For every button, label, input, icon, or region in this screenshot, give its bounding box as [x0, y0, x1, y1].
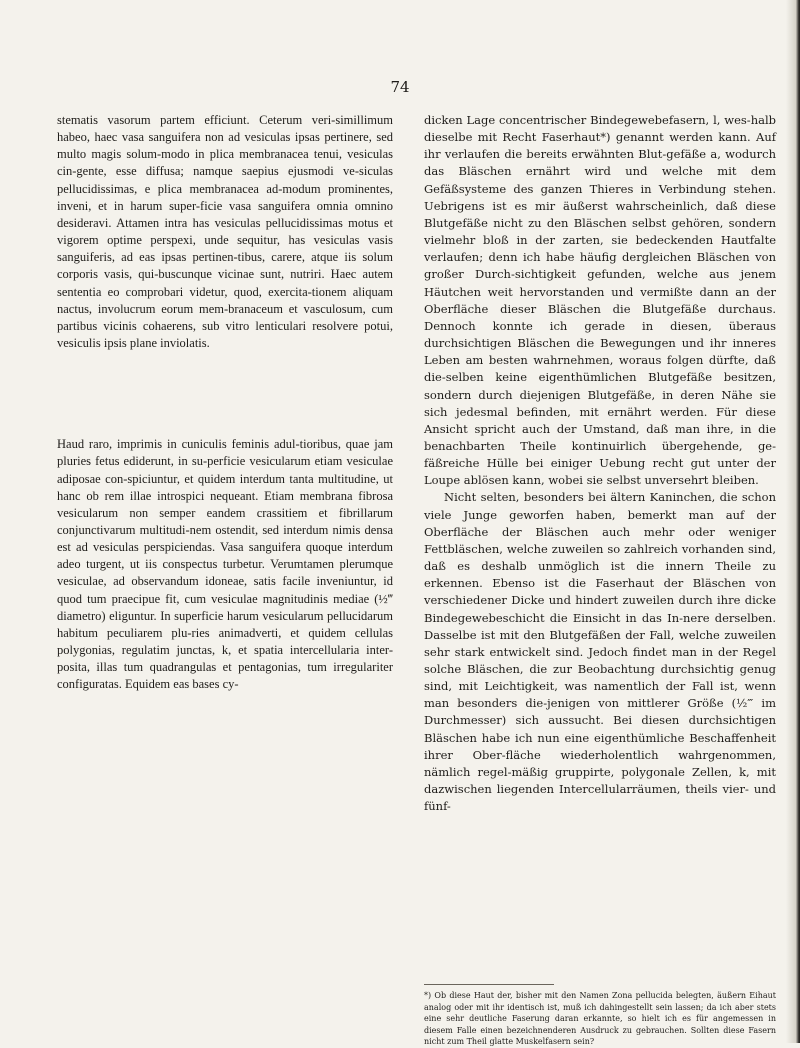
page-number: 74	[390, 78, 410, 96]
german-paragraph-1: dicken Lage concentrischer Bindegewebefasern, l, wes-halb dieselbe mit Recht Faserhaut*) genannt werden kann. Auf ihr verlaufen die bereits erwähnten Blut-gefäße a, wodurch das Bläschen ernährt wird und welche mit dem Gefäßsysteme des ganzen Thieres in Verbindung stehen. Uebrigens ist es mir äußerst wahrscheinlich, daß diese Blutgefäße nicht zu den Bläschen selbst gehören, sondern vielmehr bloß in der zarten, sie bedeckenden Hautfalte verlaufen; denn ich habe häufig dergleichen Bläschen von großer Durch-sichtigkeit gefunden, welche aus jenem Häutchen weit hervorstanden und vermißte dann an der Oberfläche dieser Bläschen die Blutgefäße durchaus. Dennoch konnte ich gerade in diesen, überaus durchsichtigen Bläschen die Bewegungen und ihr inneres Leben am besten wahrnehmen, woraus folgen dürfte, daß die-selben keine eigenthümlichen Blutgefäße besitzen, sondern durch diejenigen Blutgefäße, in deren Nähe sie sich jedesmal befinden, mit ernährt werden. Für diese Ansicht spricht auch der Umstand, daß man ihre, in die benachbarten Theile kontinuirlich übergehende, ge-fäßreiche Hülle bei einiger Uebung recht gut unter der Loupe ablösen kann, wobei sie selbst unversehrt bleiben.	[424, 113, 776, 488]
footnote-rule	[424, 984, 554, 985]
german-paragraph-2: Nicht selten, besonders bei ältern Kaninchen, die schon viele Junge geworfen haben, bemerkt man auf der Oberfläche der Bläschen auch mehr oder weniger Fettbläschen, welche zuweilen so zahlreich vorhanden sind, daß es deshalb unmöglich ist die innern Theile zu erkennen. Ebenso ist die Faserhaut der Bläschen von verschiedener Dicke und hindert zuweilen durch ihre dicke Bindegewebeschicht die Einsicht in das In-nere derselben. Dasselbe ist mit den Blutgefäßen der Fall, welche zuweilen sehr stark entwickelt sind. Jedoch findet man in der Regel solche Bläschen, die zur Beobachtung durchsichtig genug sind, mit Leichtigkeit, was namentlich der Fall ist, wenn man besonders die-jenigen von mittlerer Größe (½‴ im Durchmesser) sich aussucht. Bei diesen durchsichtigen Bläschen habe ich nun eine eigenthümliche Beschaffenheit ihrer Ober-fläche wiederholentlich wahrgenommen, nämlich regel-mäßig gruppirte, polygonale Zellen, k, mit dazwischen liegenden Intercellularräumen, theils vier- und fünf-	[424, 490, 776, 814]
page-edge	[786, 0, 800, 1043]
german-column	[424, 112, 776, 815]
latin-paragraph-1: stematis vasorum partem efficiunt. Ceterum veri-simillimum habeo, haec vasa sanguifera non ad vesiculas ipsas pertinere, sed multo magis solum-modo in plica membranacea tenui, vesiculas cin-gente, esse diffusa; namque saepius ejusmodi ve-siculas pellucidissimas, e plica membranacea ad-modum prominentes, inveni, et in harum super-ficie vasa sanguifera omnia omnino desideravi. Attamen intra has vesiculas pellucidissimas motus et vigorem optime perspexi, unde sequitur, has vesiculas vasis sanguiferis, ad eas ipsas pertinen-tibus, carere, atque iis solum corporis vasis, qui-buscunque vicinae sunt, nutriri. Haec autem sententia eo comprobari videtur, quod, exercita-tionem aliquam nactus, involucrum eorum mem-branaceum et vasculosum, cum partibus vicinis cohaerens, sub vitro lenticulari resolvere potui, vesiculis ipsis plane inviolatis.	[57, 113, 393, 351]
latin-paragraph-2: Haud raro, imprimis in cuniculis feminis adul-tioribus, quae jam pluries fetus ediderunt, in su-perficie vesicularum etiam vesiculae adiposae con-spiciuntur, et quidem interdum tanta multitudine, ut hanc ob rem illae introspici nequeant. Etiam membrana fibrosa vesicularum non semper eandem crassitiem et fibrillarum conjunctivarum multitudi-nem ostendit, sed interdum nimis densa est ad vesiculas perspiciendas. Vasa sanguifera quoque interdum adeo turgent, ut iis conspectus turbetur. Verumtamen plerumque vesiculae, ad observandum idoneae, satis facile inveniuntur, id quod tum praecipue fit, cum vesiculae magnitudinis mediae (½‴ diametro) eliguntur. In superficie harum vesicularum pellucidarum habitum peculiarem plu-ries animadverti, et quidem cellulas polygonias, regulatim junctas, k, et spatia intercellularia inter-posita, illas tum quadrangulas et pentagonias, tum irregulariter configuratas. Equidem eas bases cy-	[57, 437, 393, 692]
footnote: *) Ob diese Haut der, bisher mit den Namen Zona pellucida belegten, äußern Eihaut analog oder mit ihr identisch ist, muß ich dahingestellt sein lassen; da ich aber stets eine sehr deutliche Faserung daran erkannte, so hielt ich es für angemessen in diesem Falle einen bezeichnenderen Ausdruck zu gebrauchen. Sollten diese Fasern nicht zum Theil glatte Muskelfasern sein?	[424, 991, 776, 1046]
latin-column	[57, 112, 393, 694]
